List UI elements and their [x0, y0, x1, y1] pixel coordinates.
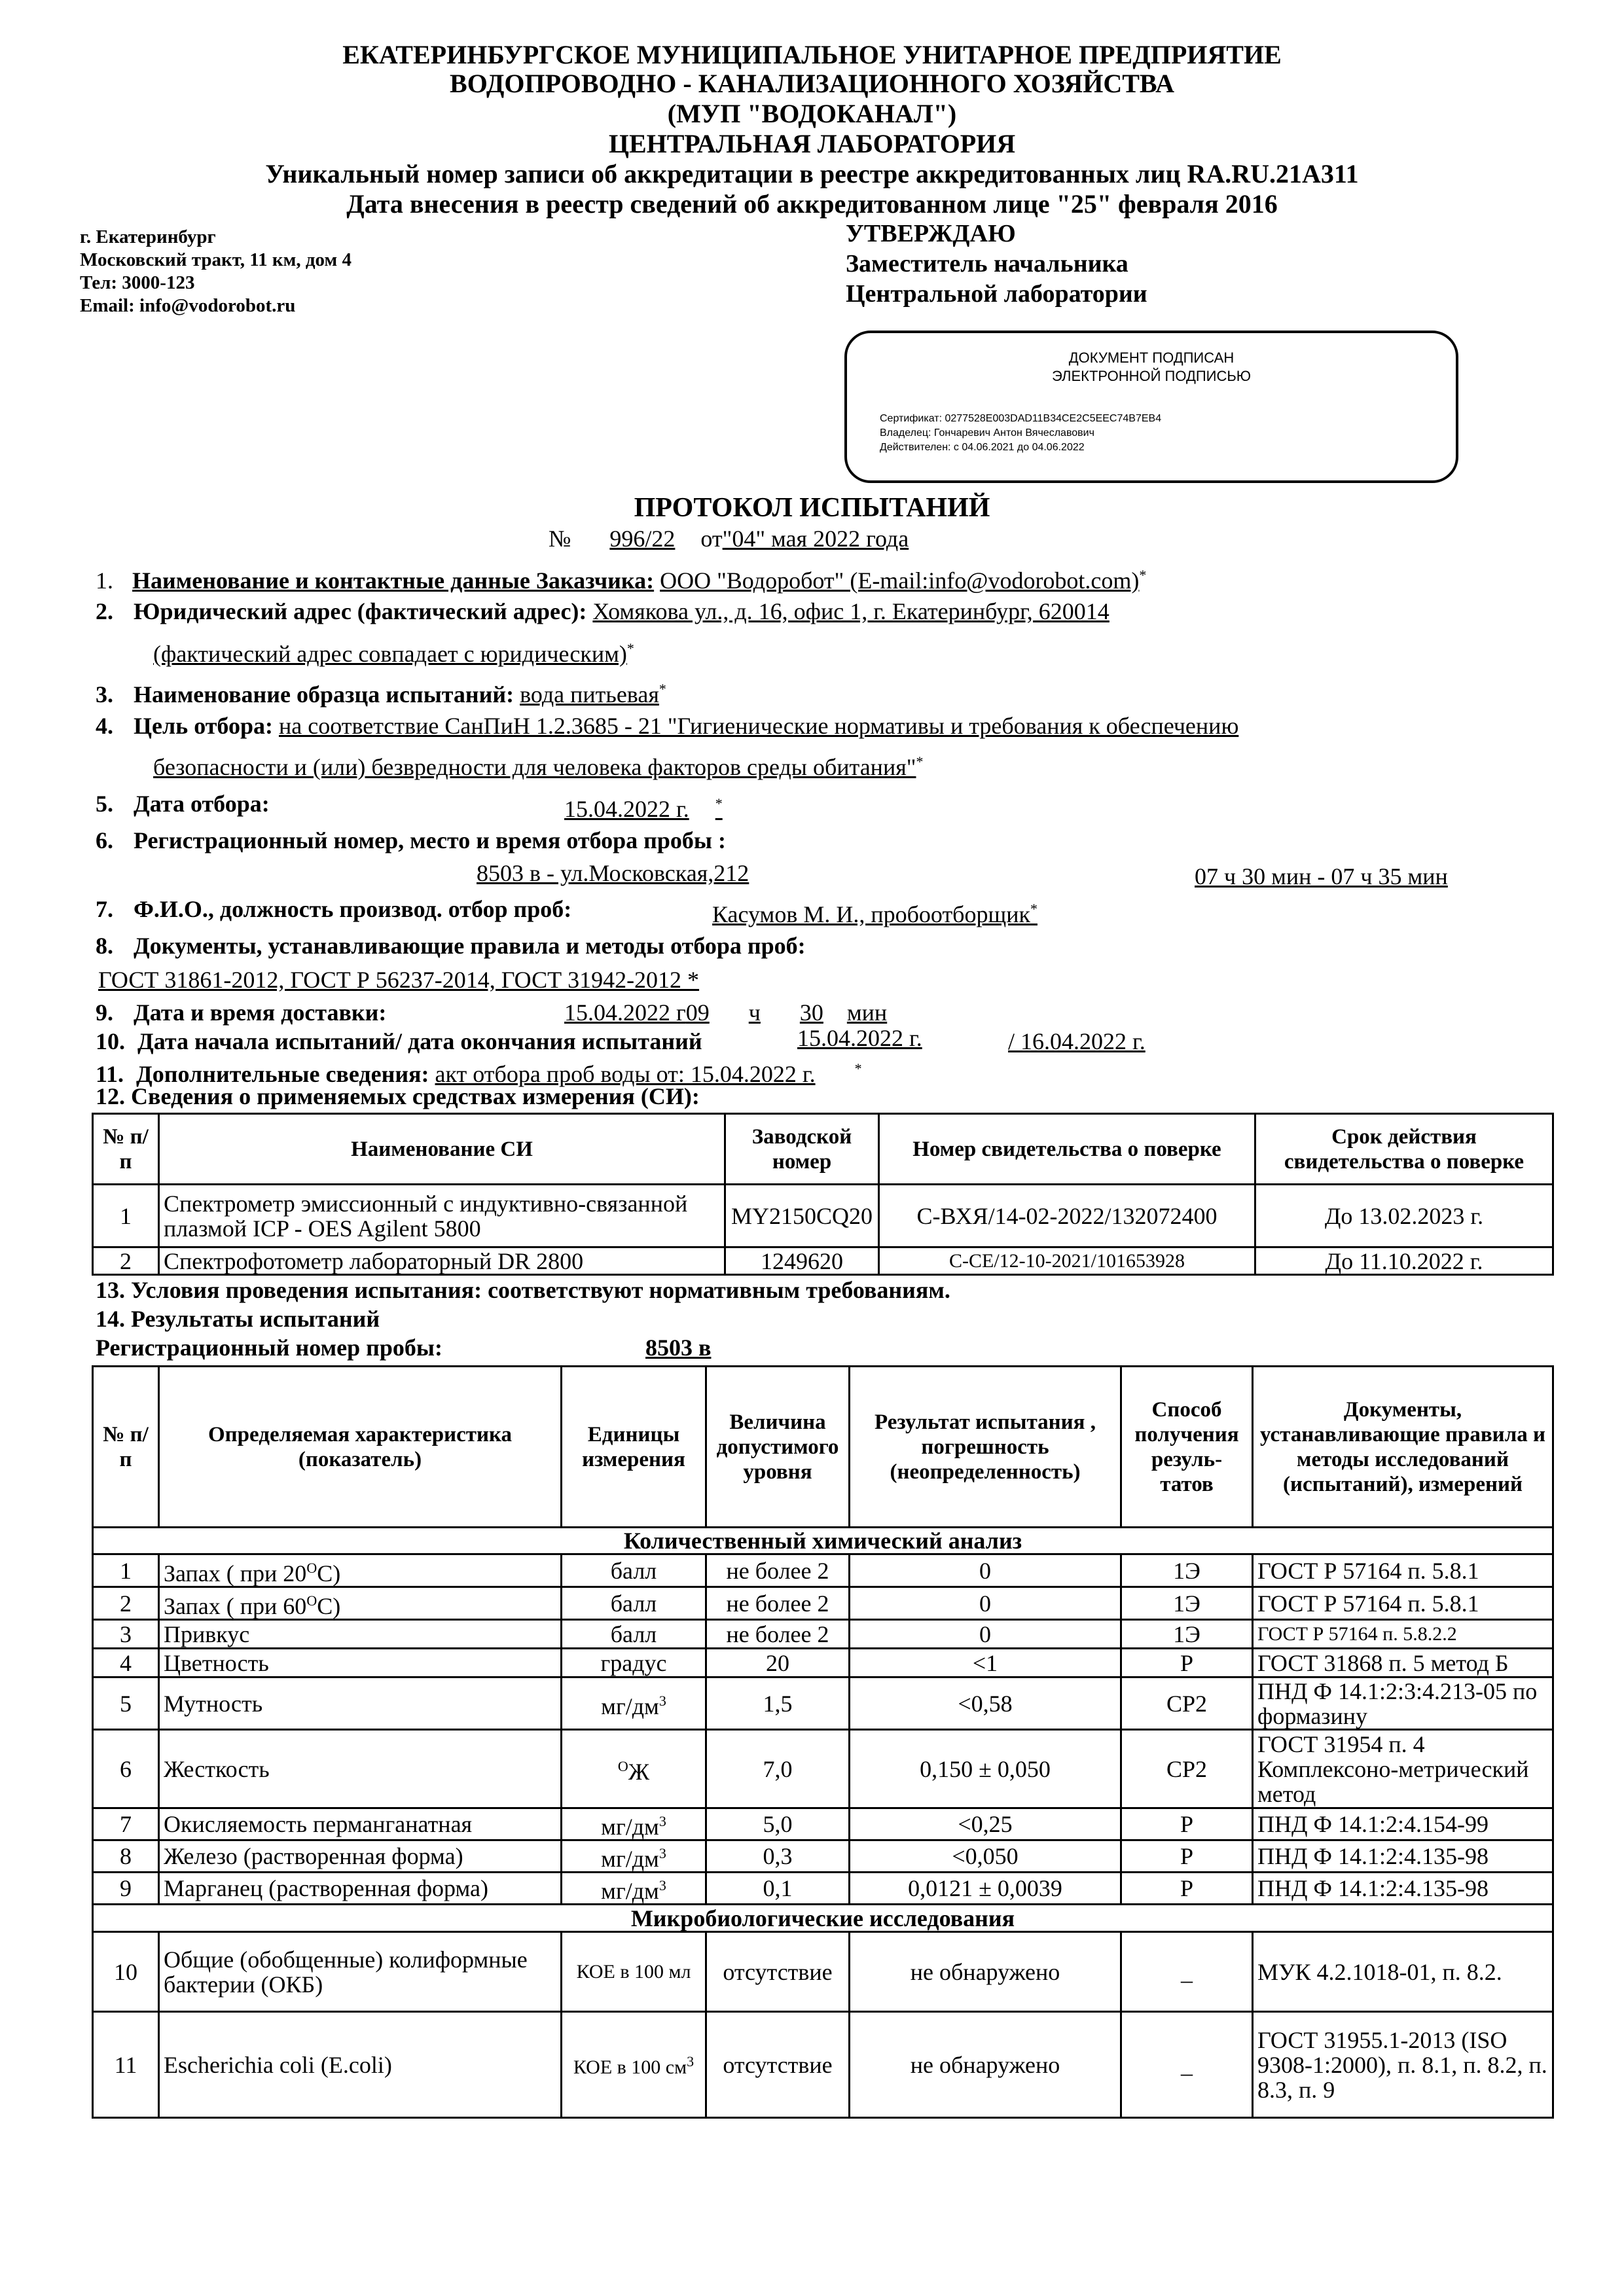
si-col-cert: Номер свидетельства о поверке [879, 1114, 1255, 1185]
cell-result: <0,58 [850, 1677, 1121, 1730]
cell-parameter [159, 1677, 562, 1730]
stamp-certificate: Сертификат: 0277528E003DAD11B34CE2C5EEC74B7EB4 [880, 413, 1162, 424]
cell-document: ПНД Ф 14.1:2:4.135-98 [1253, 1873, 1553, 1905]
item-test-dates [96, 1028, 702, 1055]
item-label: Наименование образца испытаний: [134, 681, 514, 708]
results-col-document: Документы, устанавливающие правила и методы исследований (испытаний), измерений [1253, 1367, 1553, 1528]
customer-value: ООО "Водоробот" (E-mail:info@vodorobot.com) [660, 567, 1140, 594]
item-number: 10. [96, 1028, 125, 1054]
unit-text: мг/дм [601, 1814, 659, 1840]
cell-unit [562, 1932, 706, 2012]
item-test-conditions: 13. Условия проведения испытания: соответствуют нормативным требованиям. [96, 1277, 950, 1303]
additional-info-value: акт отбора проб воды от: 15.04.2022 г. [435, 1061, 816, 1087]
delivery-date [564, 999, 887, 1026]
cell-parameter: Escherichia coli (E.coli) [159, 2012, 562, 2118]
protocol-date-label: от [700, 526, 723, 552]
section-row [93, 1528, 1553, 1554]
cell-unit [562, 1620, 706, 1649]
stamp-owner: Владелец: Гончаревич Антон Вячеславович [880, 427, 1094, 439]
chemical-rows [93, 1554, 1553, 1905]
item-number: 4. [96, 713, 113, 739]
cell-document: ПНД Ф 14.1:2:4.154-99 [1253, 1808, 1553, 1840]
purpose-value-cont: безопасности и (или) безвредности для человека факторов среды обитания" [153, 754, 916, 780]
si-col-serial: Заводской номер [725, 1114, 879, 1185]
item-label: Ф.И.О., должность производ. отбор проб: [134, 896, 572, 922]
unit-text: градус [600, 1649, 667, 1676]
purpose-value: на соответствие СанПиН 1.2.3685 - 21 "Гигиенические нормативы и требования к обеспечению [278, 713, 1239, 739]
cell-result: не обнаружено [850, 1932, 1121, 2012]
protocol-title: ПРОТОКОЛ ИСПЫТАНИЙ [634, 493, 990, 523]
stamp-title [847, 349, 1456, 386]
results-col-unit: Единицы измерения [562, 1367, 706, 1528]
results-table-header [93, 1367, 1553, 1528]
cell-limit: не более 2 [706, 1620, 850, 1649]
cell-document: МУК 4.2.1018-01, п. 8.2. [1253, 1932, 1553, 2012]
item-number: 2. [96, 598, 113, 624]
asterisk: * [659, 681, 666, 697]
item-sampling-docs [96, 932, 806, 960]
unit-sup: 3 [659, 1692, 666, 1709]
lab-name: ЦЕНТРАЛЬНАЯ ЛАБОРАТОРИЯ [608, 129, 1016, 158]
micro-rows [93, 1932, 1553, 2118]
si-col-name: Наименование СИ [159, 1114, 725, 1185]
cell-result: <1 [850, 1649, 1121, 1677]
unit-text: мг/дм [601, 1878, 659, 1904]
parameter-sup: О [306, 1592, 317, 1609]
section-chemical: Количественный химический анализ [93, 1528, 1553, 1554]
parameter-tail: С) [317, 1560, 341, 1587]
sampling-docs-value: ГОСТ 31861-2012, ГОСТ Р 56237-2014, ГОСТ 31942-2012 * [98, 967, 700, 993]
unit-text: балл [610, 1557, 657, 1584]
minutes-unit: мин [846, 999, 888, 1026]
cell-limit: 20 [706, 1649, 850, 1677]
cell-document: ГОСТ 31954 п. 4 Комплексоно-метрический метод [1253, 1730, 1553, 1808]
cell-unit [562, 1730, 706, 1808]
cell-result: 0,0121 ± 0,0039 [850, 1873, 1121, 1905]
table-row [93, 1808, 1553, 1840]
asterisk: * [916, 753, 924, 770]
stamp-details [880, 412, 1161, 455]
approval-position-line1: Заместитель начальника [846, 250, 1128, 278]
si-table [92, 1113, 1554, 1276]
item-registration [96, 827, 726, 854]
protocol-number-label: № [549, 526, 571, 552]
si-cell-cert: С-ВХЯ/14-02-2022/132072400 [879, 1185, 1255, 1247]
results-col-method: Способ получения резуль-татов [1121, 1367, 1253, 1528]
cell-document: ГОСТ Р 57164 п. 5.8.1 [1253, 1554, 1553, 1587]
test-start-date: 15.04.2022 г. [797, 1025, 922, 1051]
delivery-date-text: 15.04.2022 г [564, 999, 686, 1026]
cell-limit: 7,0 [706, 1730, 850, 1808]
org-name-line2: ВОДОПРОВОДНО - КАНАЛИЗАЦИОННОГО ХОЗЯЙСТВА [450, 69, 1174, 98]
e-signature-stamp [844, 331, 1458, 483]
parameter-text: Привкус [164, 1621, 250, 1647]
asterisk: * [626, 640, 634, 656]
cell-method: СР2 [1121, 1677, 1253, 1730]
unit-sup: 3 [659, 1845, 666, 1861]
unit-text: Ж [628, 1758, 650, 1785]
asterisk: * [854, 1060, 862, 1077]
cell-number: 10 [93, 1932, 159, 2012]
item-actual-address [96, 635, 634, 668]
stamp-line1: ДОКУМЕНТ ПОДПИСАН [1068, 350, 1235, 366]
cell-unit [562, 1554, 706, 1587]
stamp-validity: Действителен: с 04.06.2021 до 04.06.2022 [880, 442, 1085, 453]
cell-document: ГОСТ 31868 п. 5 метод Б [1253, 1649, 1553, 1677]
item-purpose [96, 712, 1238, 740]
parameter-text: Мутность [164, 1690, 263, 1717]
registration-number [477, 859, 749, 887]
cell-result: <0,25 [850, 1808, 1121, 1840]
item-purpose-cont [96, 748, 923, 781]
results-table [92, 1365, 1554, 2119]
table-row [93, 1932, 1553, 2012]
section-microbiology: Микробиологические исследования [93, 1905, 1553, 1932]
item-number: 8. [96, 933, 113, 959]
cell-number: 4 [93, 1649, 159, 1677]
item-number: 1. [96, 567, 113, 594]
table-row [93, 1730, 1553, 1808]
cell-limit: 0,1 [706, 1873, 850, 1905]
table-row [93, 1840, 1553, 1873]
cell-limit: не более 2 [706, 1554, 850, 1587]
results-col-limit: Величина допустимого уровня [706, 1367, 850, 1528]
hour-unit: ч [748, 999, 761, 1026]
parameter-sup: О [306, 1559, 317, 1576]
accreditation-date: Дата внесения в реестр сведений об аккредитованном лице "25" февраля 2016 [346, 189, 1278, 219]
item-legal-address [96, 598, 1110, 625]
cell-parameter [159, 1587, 562, 1620]
cell-parameter [159, 1808, 562, 1840]
address-phone: Тел: 3000-123 [80, 272, 195, 293]
cell-unit [562, 2012, 706, 2118]
asterisk: * [1030, 901, 1038, 917]
section-row [93, 1905, 1553, 1932]
address-email: Email: info@vodorobot.ru [80, 295, 296, 316]
org-name-line3: (МУП "ВОДОКАНАЛ") [667, 99, 957, 128]
unit-text: балл [610, 1621, 657, 1647]
cell-unit [562, 1587, 706, 1620]
cell-number: 5 [93, 1677, 159, 1730]
asterisk: * [715, 795, 723, 812]
item-number: 3. [96, 681, 113, 708]
si-col-number: № п/п [93, 1114, 159, 1185]
test-end-date: / 16.04.2022 г. [1008, 1028, 1146, 1054]
table-row [93, 1587, 1553, 1620]
cell-method: 1Э [1121, 1554, 1253, 1587]
approval-title: УТВЕРЖДАЮ [846, 220, 1016, 247]
cell-parameter [159, 1554, 562, 1587]
cell-unit [562, 1840, 706, 1873]
cell-unit [562, 1808, 706, 1840]
address-street: Московский тракт, 11 км, дом 4 [80, 249, 352, 270]
parameter-text: Железо (растворенная форма) [164, 1843, 463, 1869]
protocol-number: 996/22 [609, 526, 676, 552]
protocol-date: "04" мая 2022 года [722, 526, 909, 552]
address-city: г. Екатеринбург [80, 226, 216, 247]
unit-text: мг/дм [601, 1693, 659, 1719]
cell-limit: отсутствие [706, 2012, 850, 2118]
cell-result: <0,050 [850, 1840, 1121, 1873]
results-col-result: Результат испытания , погрешность (неопределенность) [850, 1367, 1121, 1528]
cell-limit: 0,3 [706, 1840, 850, 1873]
item-number: 6. [96, 827, 113, 853]
approval-position-line2: Центральной лаборатории [846, 280, 1147, 308]
item-label: Юридический адрес (фактический адрес): [134, 598, 587, 624]
org-name-line1: ЕКАТЕРИНБУРГСКОЕ МУНИЦИПАЛЬНОЕ УНИТАРНОЕ ПРЕДПРИЯТИЕ [342, 40, 1282, 69]
cell-number: 7 [93, 1808, 159, 1840]
sampling-time: 07 ч 30 мин - 07 ч 35 мин [1195, 863, 1448, 889]
unit-text: КОЕ в 100 мл [576, 1960, 691, 1982]
cell-number: 11 [93, 2012, 159, 2118]
unit-sup: 3 [687, 2053, 695, 2070]
unit-text: КОЕ в 100 см [573, 2056, 687, 2078]
cell-number: 3 [93, 1620, 159, 1649]
table-row [93, 1554, 1553, 1587]
legal-address-value: Хомякова ул., д. 16, офис 1, г. Екатеринбург, 620014 [592, 598, 1110, 624]
item-sample-name [96, 675, 666, 708]
si-cell-serial: MY2150CQ20 [725, 1185, 879, 1247]
cell-number: 6 [93, 1730, 159, 1808]
parameter-text: Цветность [164, 1649, 269, 1676]
cell-document: ГОСТ Р 57164 п. 5.8.2.2 [1253, 1620, 1553, 1649]
cell-limit: не более 2 [706, 1587, 850, 1620]
si-cell-serial: 1249620 [725, 1247, 879, 1275]
cell-unit [562, 1873, 706, 1905]
sample-registration-label: Регистрационный номер пробы: [96, 1335, 442, 1361]
table-row [93, 1873, 1553, 1905]
sampling-date-value [564, 790, 723, 823]
si-col-validity: Срок действия свидетельства о поверке [1255, 1114, 1553, 1185]
unit-sup: 3 [659, 1813, 666, 1829]
stamp-line2: ЭЛЕКТРОННОЙ ПОДПИСЬЮ [1051, 368, 1252, 384]
parameter-text: Окисляемость перманганатная [164, 1811, 473, 1837]
table-row [93, 1620, 1553, 1649]
cell-parameter [159, 1649, 562, 1677]
item-sampling-date [96, 790, 270, 817]
item-delivery [96, 999, 386, 1026]
sample-registration-value: 8503 в [645, 1335, 712, 1361]
si-cell-cert: С-СЕ/12-10-2021/101653928 [879, 1247, 1255, 1275]
parameter-text: Марганец (растворенная форма) [164, 1875, 489, 1901]
cell-method: 1Э [1121, 1620, 1253, 1649]
item-label: Цель отбора: [134, 713, 273, 739]
table-row [93, 2012, 1553, 2118]
sampler-value [712, 895, 1038, 928]
item-number: 7. [96, 896, 113, 922]
cell-method: _ [1121, 2012, 1253, 2118]
table-row [93, 1185, 1553, 1247]
si-cell-name: Спектрофотометр лабораторный DR 2800 [159, 1247, 725, 1275]
cell-result: 0 [850, 1554, 1121, 1587]
cell-result: 0,150 ± 0,050 [850, 1730, 1121, 1808]
si-cell-number: 1 [93, 1185, 159, 1247]
cell-method: _ [1121, 1932, 1253, 2012]
cell-result: 0 [850, 1620, 1121, 1649]
cell-limit: 5,0 [706, 1808, 850, 1840]
parameter-text: Запах ( при 60 [164, 1592, 307, 1619]
cell-unit [562, 1677, 706, 1730]
cell-document: ПНД Ф 14.1:2:3:4.213-05 по формазину [1253, 1677, 1553, 1730]
cell-parameter [159, 1620, 562, 1649]
cell-number: 9 [93, 1873, 159, 1905]
item-label: Наименование и контактные данные Заказчика: [132, 567, 655, 594]
cell-number: 2 [93, 1587, 159, 1620]
sampling-place: - ул.Московская,212 [547, 860, 749, 886]
parameter-tail: С) [317, 1592, 341, 1619]
cell-parameter [159, 1873, 562, 1905]
results-col-parameter: Определяемая характеристика (показатель) [159, 1367, 562, 1528]
cell-parameter: Общие (обобщенные) колиформные бактерии (ОКБ) [159, 1932, 562, 2012]
item-label: Регистрационный номер, место и время отбора пробы : [134, 827, 727, 853]
unit-sup: 3 [659, 1877, 666, 1893]
sampling-date-text: 15.04.2022 г. [564, 796, 689, 822]
si-cell-number: 2 [93, 1247, 159, 1275]
sample-name-value: вода питьевая [520, 681, 659, 708]
item-results-title: 14. Результаты испытаний [96, 1306, 380, 1332]
sampler-text: Касумов М. И., пробоотборщик [712, 901, 1030, 927]
cell-parameter [159, 1840, 562, 1873]
item-number: 5. [96, 791, 113, 817]
unit-pre-sup: О [617, 1757, 628, 1774]
si-table-header [93, 1114, 1553, 1185]
item-number: 9. [96, 999, 113, 1026]
cell-number: 8 [93, 1840, 159, 1873]
unit-text: мг/дм [601, 1846, 659, 1872]
item-label: Дата начала испытаний/ дата окончания испытаний [137, 1028, 702, 1054]
cell-method: Р [1121, 1808, 1253, 1840]
parameter-text: Жесткость [164, 1755, 270, 1782]
approval-block [846, 219, 1147, 309]
si-cell-name: Спектрометр эмиссионный с индуктивно-связанной плазмой ICP - OES Agilent 5800 [159, 1185, 725, 1247]
results-col-number: № п/п [93, 1367, 159, 1528]
cell-method: Р [1121, 1649, 1253, 1677]
item-number: 11. [96, 1061, 124, 1087]
cell-result: не обнаружено [850, 2012, 1121, 2118]
cell-method: Р [1121, 1840, 1253, 1873]
cell-parameter [159, 1730, 562, 1808]
unit-text: балл [610, 1590, 657, 1617]
address-block [80, 226, 352, 317]
item-customer [96, 562, 1146, 594]
cell-limit: 1,5 [706, 1677, 850, 1730]
delivery-minutes: 30 [799, 999, 823, 1026]
actual-address-value: (фактический адрес совпадает с юридическим) [153, 641, 627, 667]
item-si-title: 12. Сведения о применяемых средствах измерения (СИ): [96, 1083, 700, 1109]
parameter-text: Запах ( при 20 [164, 1560, 307, 1587]
protocol-number-line [549, 525, 909, 552]
item-label: Дата и время доставки: [134, 999, 387, 1026]
item-label: Дополнительные сведения: [136, 1061, 429, 1087]
cell-result: 0 [850, 1587, 1121, 1620]
item-label: Дата отбора: [134, 791, 270, 817]
item-sampler [96, 895, 571, 923]
table-row [93, 1649, 1553, 1677]
item-label: Документы, устанавливающие правила и методы отбора проб: [134, 933, 806, 959]
cell-method: СР2 [1121, 1730, 1253, 1808]
cell-document: ГОСТ Р 57164 п. 5.8.1 [1253, 1587, 1553, 1620]
cell-limit: отсутствие [706, 1932, 850, 2012]
cell-document: ПНД Ф 14.1:2:4.135-98 [1253, 1840, 1553, 1873]
delivery-hour: 09 [685, 999, 710, 1026]
table-row [93, 1247, 1553, 1275]
cell-document: ГОСТ 31955.1-2013 (ISO 9308-1:2000), п. 8.1, п. 8.2, п. 8.3, п. 9 [1253, 2012, 1553, 2118]
table-row [93, 1677, 1553, 1730]
registration-number-text: 8503 в [477, 860, 541, 886]
cell-method: Р [1121, 1873, 1253, 1905]
asterisk: * [1139, 567, 1147, 583]
cell-unit [562, 1649, 706, 1677]
si-cell-validity: До 13.02.2023 г. [1255, 1185, 1553, 1247]
accreditation-number: Уникальный номер записи об аккредитации в реестре аккредитованных лиц RA.RU.21А311 [265, 159, 1359, 188]
cell-number: 1 [93, 1554, 159, 1587]
si-cell-validity: До 11.10.2022 г. [1255, 1247, 1553, 1275]
cell-method: 1Э [1121, 1587, 1253, 1620]
